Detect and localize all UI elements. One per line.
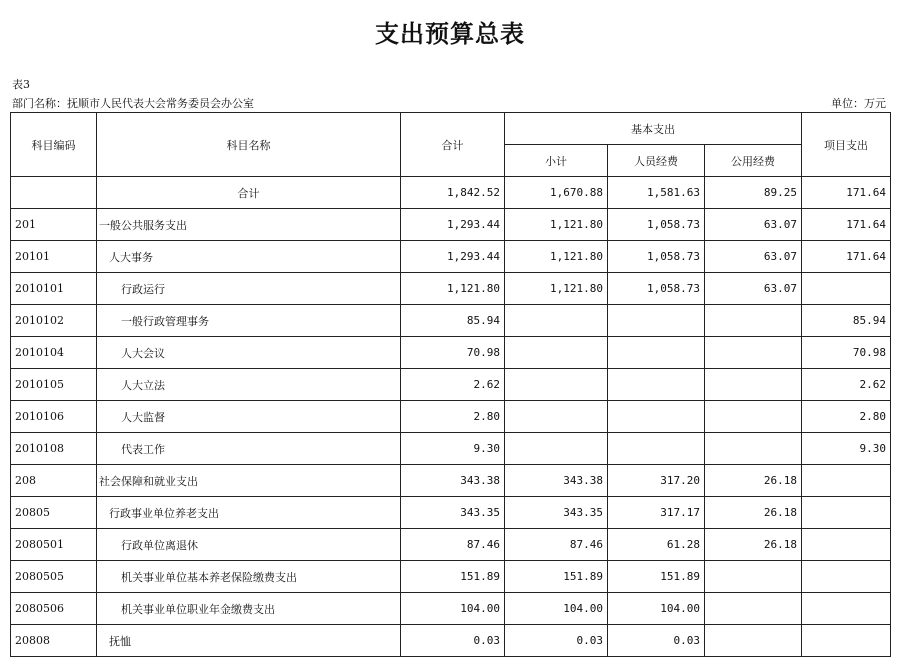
cell-subtotal — [505, 401, 608, 433]
cell-project — [802, 497, 891, 529]
header-code: 科目编码 — [11, 113, 97, 177]
cell-name: 社会保障和就业支出 — [97, 465, 401, 497]
cell-public — [705, 401, 802, 433]
cell-public — [705, 305, 802, 337]
header-project: 项目支出 — [802, 113, 891, 177]
cell-personnel: 1,058.73 — [608, 241, 705, 273]
cell-public: 63.07 — [705, 273, 802, 305]
table-row — [11, 177, 891, 209]
cell-subtotal — [505, 337, 608, 369]
cell-total: 2.62 — [401, 369, 505, 401]
cell-personnel: 151.89 — [608, 561, 705, 593]
department-name: 部门名称：抚顺市人民代表大会常务委员会办公室 — [12, 97, 254, 110]
cell-name: 行政事业单位养老支出 — [97, 497, 401, 529]
cell-name: 人大会议 — [97, 337, 401, 369]
cell-total: 85.94 — [401, 305, 505, 337]
header-total: 合计 — [401, 113, 505, 177]
cell-personnel: 0.03 — [608, 625, 705, 657]
table-row — [11, 401, 891, 433]
cell-public — [705, 433, 802, 465]
cell-name: 行政单位离退休 — [97, 529, 401, 561]
cell-subtotal: 1,670.88 — [505, 177, 608, 209]
cell-project — [802, 529, 891, 561]
header-subtotal: 小计 — [505, 145, 608, 177]
cell-project: 171.64 — [802, 177, 891, 209]
cell-name: 机关事业单位职业年金缴费支出 — [97, 593, 401, 625]
cell-name: 机关事业单位基本养老保险缴费支出 — [97, 561, 401, 593]
cell-total: 1,293.44 — [401, 209, 505, 241]
cell-public — [705, 625, 802, 657]
cell-subtotal: 1,121.80 — [505, 241, 608, 273]
cell-code: 2010105 — [11, 369, 97, 401]
cell-code: 201 — [11, 209, 97, 241]
table-row — [11, 273, 891, 305]
cell-personnel: 104.00 — [608, 593, 705, 625]
cell-code: 2010108 — [11, 433, 97, 465]
table-row — [11, 241, 891, 273]
cell-code: 2010102 — [11, 305, 97, 337]
cell-project — [802, 561, 891, 593]
cell-public: 63.07 — [705, 209, 802, 241]
cell-code: 2010106 — [11, 401, 97, 433]
cell-name: 人大监督 — [97, 401, 401, 433]
cell-total: 343.38 — [401, 465, 505, 497]
header-public: 公用经费 — [705, 145, 802, 177]
cell-code: 20101 — [11, 241, 97, 273]
cell-name: 一般行政管理事务 — [97, 305, 401, 337]
unit-label: 单位：万元 — [831, 97, 886, 110]
cell-personnel: 317.17 — [608, 497, 705, 529]
cell-project: 2.62 — [802, 369, 891, 401]
cell-public — [705, 337, 802, 369]
table-row — [11, 593, 891, 625]
table-row — [11, 497, 891, 529]
cell-name: 行政运行 — [97, 273, 401, 305]
cell-personnel: 1,058.73 — [608, 273, 705, 305]
page-title: 支出预算总表 — [375, 20, 525, 48]
cell-personnel — [608, 401, 705, 433]
table-row — [11, 209, 891, 241]
cell-personnel: 61.28 — [608, 529, 705, 561]
cell-personnel — [608, 337, 705, 369]
cell-code: 2010104 — [11, 337, 97, 369]
cell-name: 合计 — [97, 177, 401, 209]
table-number: 表3 — [12, 78, 30, 91]
cell-subtotal: 104.00 — [505, 593, 608, 625]
table-row — [11, 529, 891, 561]
table-row — [11, 465, 891, 497]
cell-total: 0.03 — [401, 625, 505, 657]
cell-project: 9.30 — [802, 433, 891, 465]
cell-public — [705, 561, 802, 593]
table-row — [11, 625, 891, 657]
cell-project: 70.98 — [802, 337, 891, 369]
table-row — [11, 561, 891, 593]
cell-public: 26.18 — [705, 529, 802, 561]
cell-name: 一般公共服务支出 — [97, 209, 401, 241]
cell-code — [11, 177, 97, 209]
cell-public: 89.25 — [705, 177, 802, 209]
cell-subtotal: 1,121.80 — [505, 273, 608, 305]
cell-code: 20805 — [11, 497, 97, 529]
cell-project: 85.94 — [802, 305, 891, 337]
cell-personnel: 1,581.63 — [608, 177, 705, 209]
table-row — [11, 433, 891, 465]
cell-name: 代表工作 — [97, 433, 401, 465]
cell-total: 343.35 — [401, 497, 505, 529]
cell-subtotal: 1,121.80 — [505, 209, 608, 241]
cell-personnel — [608, 305, 705, 337]
cell-name: 人大事务 — [97, 241, 401, 273]
cell-code: 2080505 — [11, 561, 97, 593]
cell-subtotal: 87.46 — [505, 529, 608, 561]
table-row — [11, 305, 891, 337]
header-name: 科目名称 — [97, 113, 401, 177]
table-row — [11, 337, 891, 369]
cell-subtotal: 151.89 — [505, 561, 608, 593]
cell-personnel: 1,058.73 — [608, 209, 705, 241]
cell-subtotal: 343.38 — [505, 465, 608, 497]
cell-code: 2080501 — [11, 529, 97, 561]
cell-total: 1,293.44 — [401, 241, 505, 273]
cell-project — [802, 593, 891, 625]
cell-code: 20808 — [11, 625, 97, 657]
cell-public — [705, 369, 802, 401]
cell-personnel — [608, 433, 705, 465]
cell-code: 2010101 — [11, 273, 97, 305]
cell-project: 2.80 — [802, 401, 891, 433]
header-basic: 基本支出 — [505, 113, 802, 145]
cell-project: 171.64 — [802, 241, 891, 273]
cell-total: 151.89 — [401, 561, 505, 593]
budget-table — [10, 112, 891, 657]
cell-name: 人大立法 — [97, 369, 401, 401]
cell-total: 2.80 — [401, 401, 505, 433]
cell-subtotal: 0.03 — [505, 625, 608, 657]
cell-code: 208 — [11, 465, 97, 497]
cell-project — [802, 465, 891, 497]
cell-project — [802, 273, 891, 305]
cell-personnel: 317.20 — [608, 465, 705, 497]
cell-total: 1,121.80 — [401, 273, 505, 305]
cell-code: 2080506 — [11, 593, 97, 625]
cell-project — [802, 625, 891, 657]
cell-public: 63.07 — [705, 241, 802, 273]
header-row-1 — [11, 113, 891, 145]
cell-total: 9.30 — [401, 433, 505, 465]
cell-total: 1,842.52 — [401, 177, 505, 209]
cell-public: 26.18 — [705, 465, 802, 497]
cell-subtotal — [505, 369, 608, 401]
cell-name: 抚恤 — [97, 625, 401, 657]
header-personnel: 人员经费 — [608, 145, 705, 177]
cell-public: 26.18 — [705, 497, 802, 529]
cell-subtotal — [505, 305, 608, 337]
cell-personnel — [608, 369, 705, 401]
table-row — [11, 369, 891, 401]
cell-total: 104.00 — [401, 593, 505, 625]
cell-subtotal: 343.35 — [505, 497, 608, 529]
cell-project: 171.64 — [802, 209, 891, 241]
cell-subtotal — [505, 433, 608, 465]
cell-total: 70.98 — [401, 337, 505, 369]
cell-total: 87.46 — [401, 529, 505, 561]
cell-public — [705, 593, 802, 625]
